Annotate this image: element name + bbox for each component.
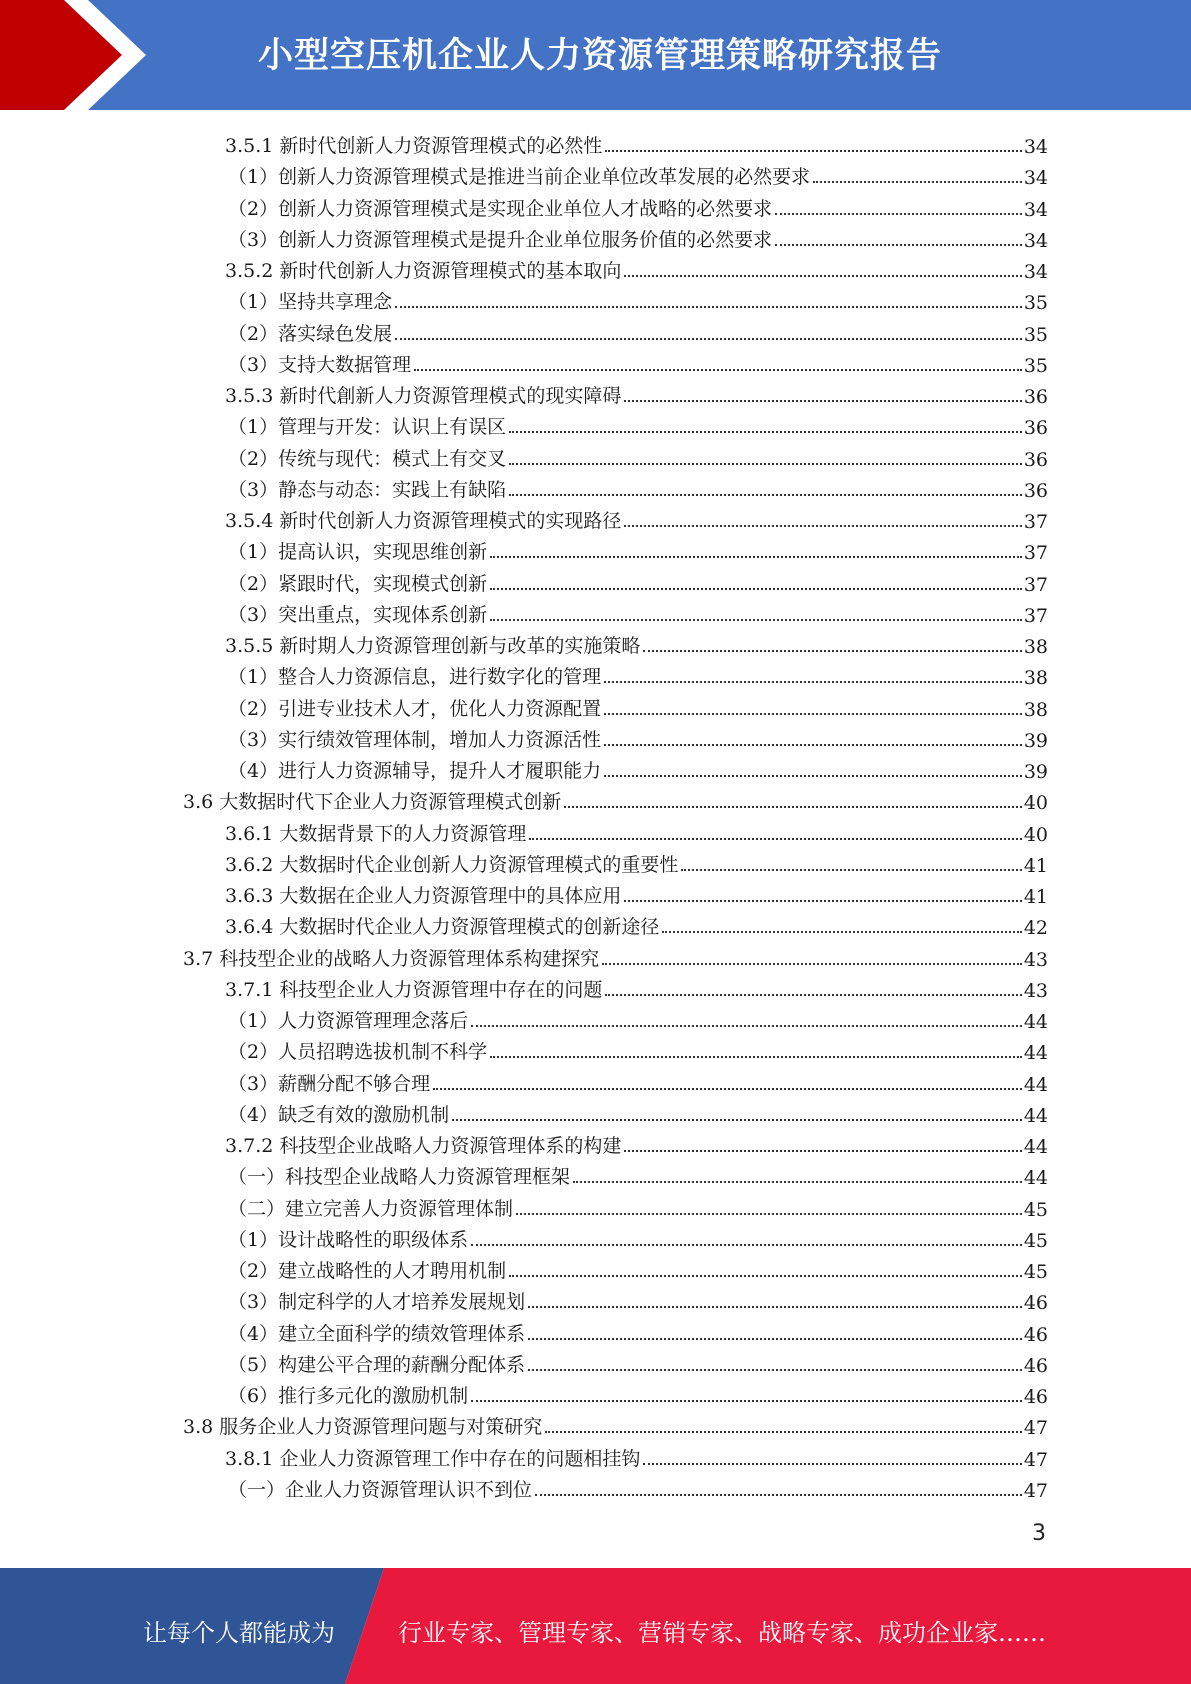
toc-entry-page: 37 (1023, 511, 1048, 533)
toc-entry-page: 39 (1023, 729, 1048, 752)
page-footer (0, 1568, 1191, 1684)
toc-entry[interactable] (225, 502, 1048, 533)
toc-entry[interactable] (228, 408, 1048, 439)
toc-entry[interactable] (225, 971, 1048, 1002)
toc-entry-label: 3.6.1 大数据背景下的人力资源管理 (225, 822, 527, 845)
toc-entry-label: 3.5.1 新时代创新人力资源管理模式的必然性 (225, 135, 603, 157)
toc-dot-leader (490, 588, 1022, 590)
toc-entry-label: （3）静态与动态：实践上有缺陷 (228, 478, 507, 501)
toc-entry-label: （6）推行多元化的激励机制 (228, 1385, 469, 1407)
toc-entry-label: （3）制定科学的人才培养发展规划 (228, 1291, 526, 1314)
toc-entry-page: 43 (1023, 948, 1048, 971)
toc-entry-label: 3.7 科技型企业的战略人力资源管理体系构建探究 (183, 947, 600, 970)
toc-entry[interactable] (228, 221, 1048, 252)
toc-entry-page: 35 (1023, 292, 1048, 315)
toc-entry-page: 39 (1023, 761, 1048, 783)
toc-entry-page: 46 (1023, 1354, 1048, 1377)
toc-entry-page: 36 (1023, 386, 1048, 408)
toc-dot-leader (775, 244, 1022, 246)
toc-entry[interactable] (228, 1377, 1048, 1408)
toc-entry[interactable] (183, 1408, 1048, 1439)
toc-entry[interactable] (228, 1158, 1048, 1189)
toc-entry[interactable] (228, 1252, 1048, 1283)
toc-entry[interactable] (228, 1190, 1048, 1221)
toc-entry-page: 41 (1023, 886, 1048, 908)
toc-entry-page: 34 (1023, 136, 1048, 158)
toc-dot-leader (573, 1181, 1022, 1183)
toc-entry-page: 47 (1023, 1448, 1048, 1471)
toc-entry-page: 46 (1023, 1386, 1048, 1408)
toc-entry-label: （3）实行绩效管理体制，增加人力资源活性 (228, 728, 602, 751)
toc-entry[interactable] (228, 1346, 1048, 1377)
toc-dot-leader (545, 1431, 1022, 1433)
toc-entry-page: 38 (1023, 667, 1048, 690)
toc-entry-label: （1）人力资源管理理念落后 (228, 1010, 469, 1032)
toc-dot-leader (452, 1119, 1022, 1121)
toc-entry-label: （一）科技型企业战略人力资源管理框架 (228, 1166, 571, 1189)
toc-dot-leader (624, 1150, 1021, 1152)
toc-dot-leader (624, 275, 1021, 277)
toc-dot-leader (604, 744, 1022, 746)
toc-entry[interactable] (183, 940, 1048, 971)
toc-entry-page: 36 (1023, 479, 1048, 502)
toc-entry[interactable] (228, 690, 1048, 721)
toc-dot-leader (604, 681, 1022, 683)
toc-entry[interactable] (228, 533, 1048, 564)
toc-entry[interactable] (228, 721, 1048, 752)
toc-entry[interactable] (225, 908, 1048, 939)
toc-entry-label: （5）构建公平合理的薪酬分配体系 (228, 1353, 526, 1376)
toc-entry-page: 42 (1023, 917, 1048, 940)
toc-entry-page: 44 (1023, 1073, 1048, 1096)
report-title: 小型空压机企业人力资源管理策略研究报告 (258, 36, 943, 76)
toc-dot-leader (813, 181, 1022, 183)
toc-entry-page: 45 (1023, 1198, 1048, 1221)
toc-entry[interactable] (228, 315, 1048, 346)
toc-dot-leader (471, 1025, 1022, 1027)
toc-entry-page: 46 (1023, 1323, 1048, 1346)
toc-dot-leader (528, 1306, 1022, 1308)
toc-entry-label: （4）进行人力资源辅导，提升人才履职能力 (228, 760, 602, 782)
toc-dot-leader (643, 1463, 1021, 1465)
toc-entry-label: 3.5.3 新时代創新人力资源管理模式的现实障碍 (225, 385, 622, 407)
toc-dot-leader (490, 556, 1022, 558)
toc-entry-page: 44 (1023, 1042, 1048, 1065)
toc-dot-leader (528, 1338, 1022, 1340)
toc-entry-label: （3）创新人力资源管理模式是提升企业单位服务价值的必然要求 (228, 228, 773, 251)
toc-entry-label: （3）支持大数据管理 (228, 353, 412, 376)
toc-entry-page: 41 (1023, 854, 1048, 877)
toc-entry-page: 34 (1023, 167, 1048, 190)
toc-entry[interactable] (225, 877, 1048, 908)
toc-entry[interactable] (225, 127, 1048, 158)
toc-entry[interactable] (225, 1127, 1048, 1158)
toc-entry-label: （2）落实绿色发展 (228, 322, 393, 345)
toc-entry-label: 3.6.2 大数据时代企业创新人力资源管理模式的重要性 (225, 853, 679, 876)
toc-dot-leader (564, 806, 1022, 808)
toc-dot-leader (509, 463, 1022, 465)
toc-entry-page: 43 (1023, 979, 1048, 1002)
toc-entry-label: （2）引进专业技术人才，优化人力资源配置 (228, 697, 602, 720)
toc-entry-label: （2）人员招聘选拔机制不科学 (228, 1041, 488, 1064)
toc-entry-page: 47 (1023, 1417, 1048, 1440)
toc-entry-page: 34 (1023, 198, 1048, 221)
toc-dot-leader (662, 931, 1021, 933)
toc-dot-leader (414, 369, 1022, 371)
toc-entry-label: 3.5.2 新时代创新人力资源管理模式的基本取向 (225, 260, 622, 282)
footer-slogan-left: 让每个人都能成为 (143, 1619, 335, 1647)
toc-entry-label: （1）整合人力资源信息，进行数字化的管理 (228, 666, 602, 689)
toc-entry-page: 38 (1023, 698, 1048, 721)
toc-entry-label: （2）创新人力资源管理模式是实现企业单位人才战略的必然要求 (228, 197, 773, 220)
toc-dot-leader (509, 431, 1022, 433)
toc-entry-label: （一）企业人力资源管理认识不到位 (228, 1478, 533, 1501)
toc-entry-page: 40 (1023, 792, 1048, 815)
toc-entry-label: 3.6.4 大数据时代企业人力资源管理模式的创新途径 (225, 916, 660, 939)
toc-dot-leader (433, 1088, 1022, 1090)
toc-dot-leader (516, 1213, 1022, 1215)
toc-entry-label: 3.6 大数据时代下企业人力资源管理模式创新 (183, 791, 562, 814)
toc-entry-page: 36 (1023, 417, 1048, 440)
toc-entry[interactable] (225, 815, 1048, 846)
toc-entry-page: 44 (1023, 1167, 1048, 1190)
toc-entry-label: （2）紧跟时代，实现模式创新 (228, 572, 488, 595)
toc-entry-page: 44 (1023, 1104, 1048, 1127)
page-number: 3 (1032, 1521, 1046, 1546)
toc-entry-page: 35 (1023, 354, 1048, 377)
toc-entry[interactable] (225, 377, 1048, 408)
toc-dot-leader (490, 1056, 1022, 1058)
toc-dot-leader (471, 1400, 1022, 1402)
toc-entry[interactable] (183, 783, 1048, 814)
toc-entry-page: 45 (1023, 1261, 1048, 1283)
toc-entry[interactable] (228, 1065, 1048, 1096)
toc-dot-leader (509, 494, 1022, 496)
toc-entry-page: 34 (1023, 261, 1048, 283)
toc-entry-page: 44 (1023, 1011, 1048, 1033)
toc-entry-page: 38 (1023, 636, 1048, 658)
toc-entry[interactable] (228, 346, 1048, 377)
toc-entry-label: （4）建立全面科学的绩效管理体系 (228, 1322, 526, 1345)
toc-entry[interactable] (228, 471, 1048, 502)
toc-entry-label: 3.6.3 大数据在企业人力资源管理中的具体应用 (225, 885, 622, 907)
toc-dot-leader (490, 619, 1022, 621)
toc-entry[interactable] (225, 252, 1048, 283)
toc-dot-leader (395, 338, 1022, 340)
toc-entry[interactable] (228, 1096, 1048, 1127)
toc-entry-label: （1）坚持共享理念 (228, 291, 393, 314)
toc-entry[interactable] (228, 283, 1048, 314)
toc-entry-label: 3.5.5 新时期人力资源管理创新与改革的实施策略 (225, 635, 641, 657)
toc-dot-leader (604, 713, 1022, 715)
toc-entry[interactable] (228, 658, 1048, 689)
toc-dot-leader (471, 1244, 1022, 1246)
toc-entry-page: 40 (1023, 823, 1048, 846)
header-chevron-logo (0, 0, 160, 110)
toc-dot-leader (681, 869, 1021, 871)
toc-entry[interactable] (228, 1283, 1048, 1314)
footer-slogan-right: 行业专家、管理专家、营销专家、战略专家、成功企业家…… (398, 1619, 1046, 1647)
toc-dot-leader (528, 1369, 1022, 1371)
toc-dot-leader (643, 650, 1021, 652)
toc-entry[interactable] (228, 1002, 1048, 1033)
toc-dot-leader (535, 1494, 1022, 1496)
toc-entry[interactable] (225, 846, 1048, 877)
toc-entry[interactable] (228, 565, 1048, 596)
toc-entry-label: 3.8.1 企业人力资源管理工作中存在的问题相挂钩 (225, 1447, 641, 1470)
toc-entry[interactable] (228, 1315, 1048, 1346)
toc-entry-label: （2）传统与现代：模式上有交叉 (228, 447, 507, 470)
toc-entry[interactable] (228, 158, 1048, 189)
page-header (0, 0, 1191, 110)
toc-entry-page: 36 (1023, 448, 1048, 471)
toc-entry[interactable] (228, 440, 1048, 471)
toc-dot-leader (624, 900, 1021, 902)
toc-entry[interactable] (228, 190, 1048, 221)
toc-entry-page: 37 (1023, 542, 1048, 565)
toc-dot-leader (605, 150, 1021, 152)
toc-entry-page: 46 (1023, 1292, 1048, 1315)
toc-entry-label: 3.7.1 科技型企业人力资源管理中存在的问题 (225, 978, 603, 1001)
toc-dot-leader (604, 775, 1022, 777)
toc-entry-label: （1）设计战略性的职级体系 (228, 1228, 469, 1251)
toc-entry-label: 3.7.2 科技型企业战略人力资源管理体系的构建 (225, 1135, 622, 1157)
toc-entry-page: 44 (1023, 1136, 1048, 1158)
toc-entry-label: （二）建立完善人力资源管理体制 (228, 1197, 514, 1220)
toc-entry[interactable] (228, 752, 1048, 783)
toc-dot-leader (624, 400, 1021, 402)
toc-dot-leader (395, 306, 1022, 308)
toc-entry-page: 35 (1023, 323, 1048, 346)
toc-entry[interactable] (225, 1440, 1048, 1471)
toc-dot-leader (624, 525, 1021, 527)
toc-entry-label: 3.8 服务企业人力资源管理问题与对策研究 (183, 1416, 543, 1439)
toc-entry[interactable] (228, 596, 1048, 627)
toc-entry-page: 45 (1023, 1229, 1048, 1252)
toc-entry-page: 37 (1023, 573, 1048, 596)
toc-entry-page: 37 (1023, 604, 1048, 627)
toc-entry-label: 3.5.4 新时代创新人力资源管理模式的实现路径 (225, 510, 622, 532)
toc-entry[interactable] (228, 1471, 1048, 1502)
toc-dot-leader (509, 1275, 1022, 1277)
toc-entry[interactable] (228, 1221, 1048, 1252)
toc-entry-label: （1）管理与开发：认识上有误区 (228, 416, 507, 439)
toc-dot-leader (529, 838, 1021, 840)
toc-dot-leader (605, 994, 1021, 996)
toc-entry[interactable] (225, 627, 1048, 658)
toc-entry-page: 47 (1023, 1479, 1048, 1502)
toc-dot-leader (775, 213, 1022, 215)
toc-entry-label: （1）提高认识，实现思维创新 (228, 541, 488, 564)
toc-dot-leader (602, 963, 1022, 965)
toc-entry-label: （3）突出重点，实现体系创新 (228, 603, 488, 626)
toc-entry-label: （2）建立战略性的人才聘用机制 (228, 1260, 507, 1282)
toc-entry-label: （1）创新人力资源管理模式是推进当前企业单位改革发展的必然要求 (228, 166, 811, 189)
toc-entry-label: （3）薪酬分配不够合理 (228, 1072, 431, 1095)
toc-entry[interactable] (228, 1033, 1048, 1064)
toc-entry-page: 34 (1023, 229, 1048, 252)
toc-entry-label: （4）缺乏有效的激励机制 (228, 1103, 450, 1126)
